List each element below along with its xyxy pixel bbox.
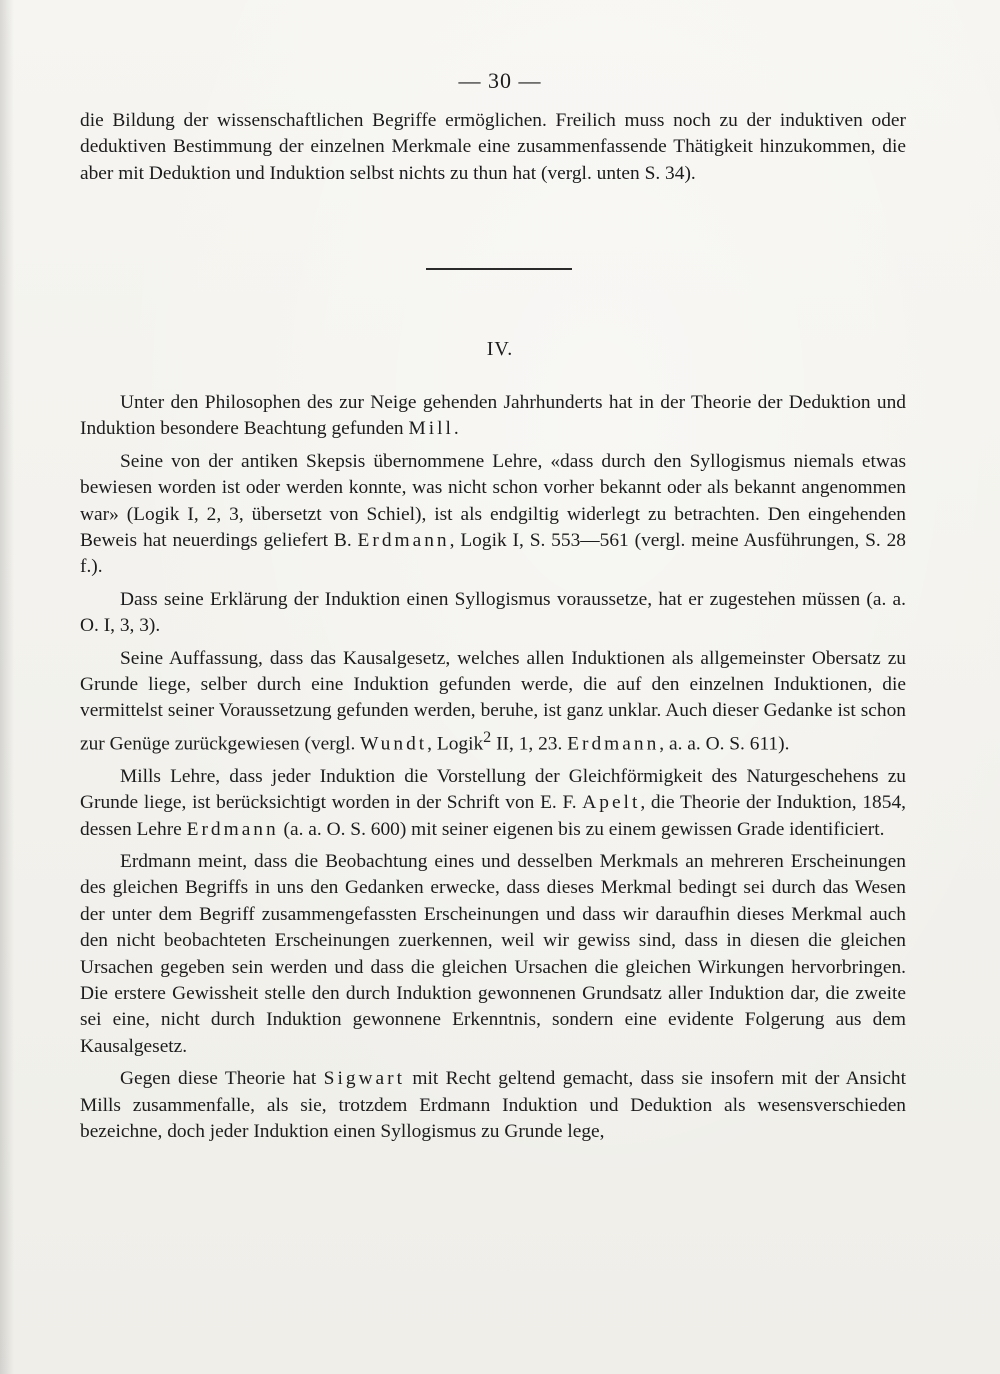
- paragraph-7: [80, 1066, 906, 1145]
- page-number: — 30 —: [458, 68, 542, 93]
- author-name-apelt: Apelt: [582, 792, 641, 814]
- paragraph-4-text: Seine Auffassung, dass das Kausalgesetz, welches allen Induktionen als allgemeinster Obersatz zu Grunde liege, selber durch eine Induktion gefunden werde, die auf den einzelnen Induktionen, die vermittelst seiner Voraussetzung gefunden werden, beruhe, ist ganz unklar. Auch dieser Gedanke ist schon zur Genüge zurückgewiesen (vergl.: [80, 647, 906, 755]
- paragraph-1: [80, 390, 906, 443]
- paragraph-3: Dass seine Erklärung der Induktion einen Syllogismus voraussetze, hat er zugestehen müssen (a. a. O. I, 3, 3).: [80, 588, 906, 637]
- author-name-erdmann: Erdmann: [357, 530, 450, 552]
- author-name-erdmann-3: Erdmann: [186, 818, 279, 840]
- author-name-erdmann-2: Erdmann: [567, 733, 660, 755]
- paragraph-2: [80, 449, 906, 581]
- intro-paragraph: die Bildung der wissenschaftlichen Begriffe ermöglichen. Freilich muss noch zu der induktiven oder deduktiven Bestimmung der einzelnen Merkmale eine zusammenfassende Thätigkeit hinzukommen, die aber mit Deduktion und Induktion selbst nichts zu thun hat (vergl. unten S. 34).: [80, 110, 906, 184]
- paragraph-4-end: , a. a. O. S. 611).: [659, 733, 790, 755]
- paragraph-1-text: Unter den Philosophen des zur Neige gehenden Jahrhunderts hat in der Theorie der Deduktion und Induktion besondere Beachtung gefunden: [80, 392, 906, 440]
- paragraph-7-text: Gegen diese Theorie hat: [120, 1068, 324, 1090]
- paragraph-1-end: .: [453, 418, 459, 440]
- paragraph-5: [80, 764, 906, 843]
- paragraph-4-mid2: II, 1, 23.: [491, 733, 568, 755]
- paragraph-7-end: mit Recht geltend gemacht, dass sie insofern mit der Ansicht Mills zusammenfalle, als sie, trotzdem Erdmann Induktion und Deduktion als wesensverschieden bezeichne, doch jeder Induktion einen Syllogismus zu Grunde lege,: [80, 1068, 906, 1143]
- author-name-wundt: Wundt: [360, 733, 428, 755]
- paragraph-5-text: Mills Lehre, dass jeder Induktion die Vorstellung der Gleichförmigkeit des Naturgeschehens zu Grunde liege, ist berücksichtigt worden in der Schrift von E. F.: [80, 765, 906, 814]
- page-edge-shadow: [0, 0, 14, 1374]
- paragraph-5-end: (a. a. O. S. 600) mit seiner eigenen bis zu einem gewissen Grade identificiert.: [278, 818, 885, 840]
- edition-superscript: 2: [483, 728, 492, 746]
- paragraph-4: [80, 646, 906, 758]
- section-divider-rule: [426, 268, 572, 270]
- paragraph-2-end: , Logik I, S. 553—561 (vergl. meine Ausführungen, S. 28 f.).: [80, 530, 906, 578]
- author-name-mill: Mill: [408, 418, 454, 440]
- paragraph-6: Erdmann meint, dass die Beobachtung eines und desselben Merkmals an mehreren Erscheinungen des gleichen Begriffs in uns den Gedanken erwecke, dass dieses Merkmal bedingt sei durch das Wesen der unter dem Begriff zusammengefassten Erscheinungen und dass wir daraufhin dieses Merkmal auch den nicht beobachteten Erscheinungen zuerkennen, weil wir gewiss sind, dass in diesen die gleichen Ursachen gegeben sein werden und dass die gleichen Ursachen die gleichen Wirkungen hervorbringen. Die erstere Gewissheit stelle den durch Induktion gewonnenen Grundsatz aller Induktion dar, die zweite sei eine, nicht durch Induktion gewonnene Erkenntnis, sondern eine evidente Folgerung aus dem Kausalgesetz.: [80, 850, 906, 1057]
- author-name-sigwart: Sigwart: [323, 1068, 405, 1090]
- paragraph-5-mid: , die Theorie der Induktion, 1854, dessen Lehre: [80, 792, 906, 840]
- main-text-block: [80, 390, 906, 1151]
- intro-text-block: [80, 108, 906, 193]
- section-heading: IV.: [486, 338, 514, 360]
- paragraph-4-mid: , Logik: [427, 733, 484, 755]
- paragraph-2-text: Seine von der antiken Skepsis übernommene Lehre, «dass durch den Syllogismus niemals etwas bewiesen worden ist oder werden konnte, was nicht schon vorher bekannt oder als bekannt angenommen war» (Logik I, 2, 3, übersetzt von Schiel), ist als endgiltig widerlegt zu betrachten. Den eingehenden Beweis hat neuerdings geliefert B.: [80, 450, 906, 552]
